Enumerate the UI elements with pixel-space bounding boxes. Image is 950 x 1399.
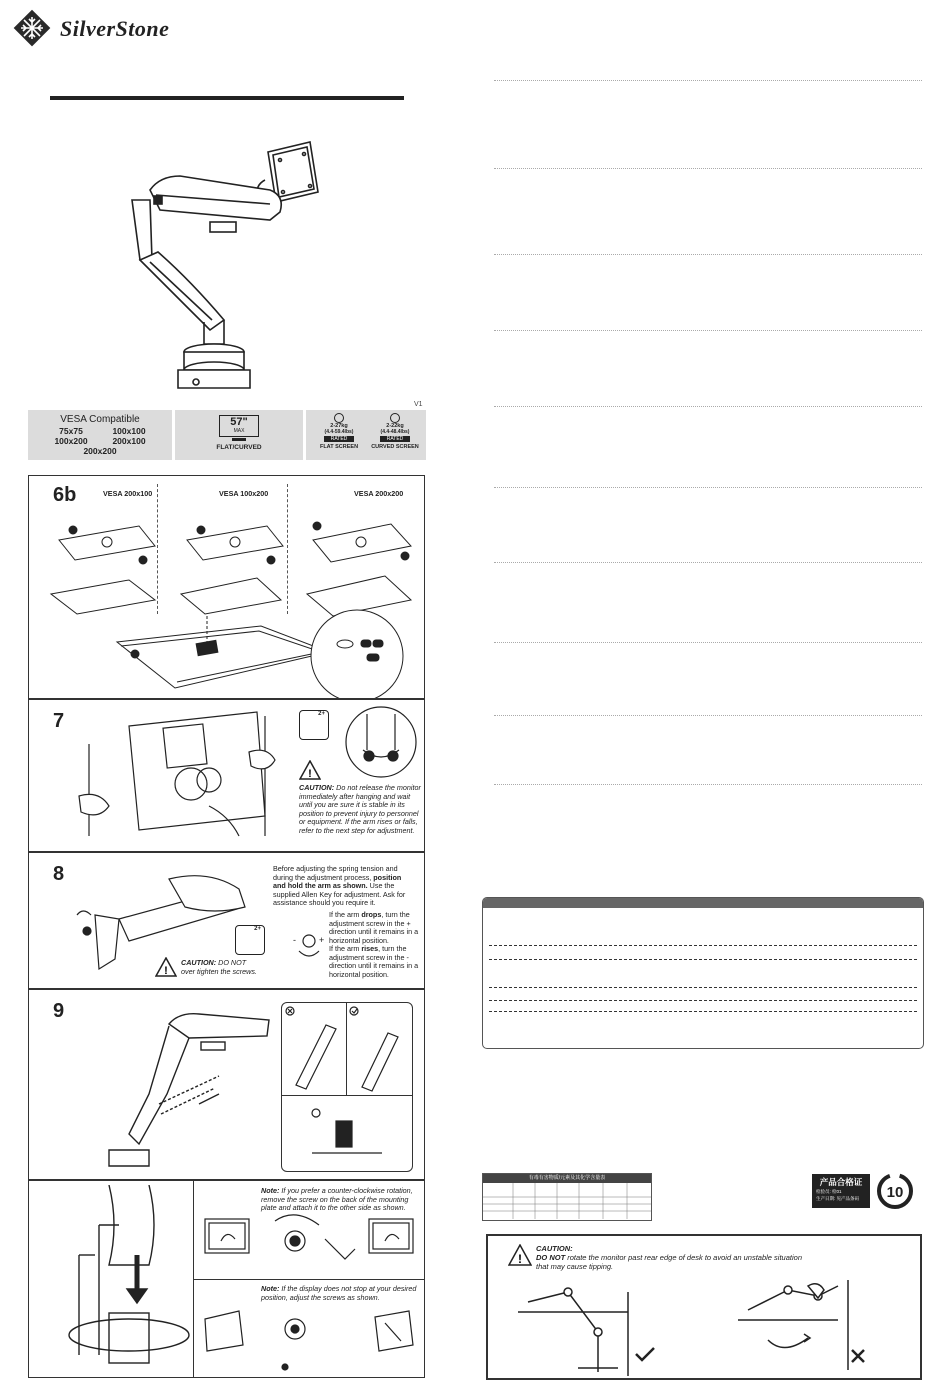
version-label: V1 [414, 401, 423, 408]
curved-weight-lbs: (4.4-48.4lbs) [380, 429, 410, 435]
two-person-icon [235, 925, 265, 955]
intro-text-2: Use the supplied Allen Key for adjustment. Ask for assistance should you require it. [273, 881, 406, 907]
check-icon [634, 1344, 656, 1364]
caution-text: DO NOT over tighten the screws. [181, 958, 257, 976]
rises-text: If the arm [329, 944, 360, 953]
step-number: 6b [53, 484, 77, 506]
note-ccw [261, 1187, 421, 1213]
detail-circle [343, 704, 419, 780]
cross-icon [850, 1348, 866, 1364]
flat-weight: 2-27kg [330, 423, 348, 429]
warning-icon [508, 1244, 532, 1266]
step-8-panel [28, 852, 425, 989]
divider [494, 784, 922, 785]
caution-label: CAUTION: [536, 1244, 573, 1253]
allen-key-illustration [49, 1185, 199, 1375]
rises-text-2: , turn the adjustment screw in the - direction until it remains in a horizontal position. [329, 944, 419, 979]
drops-text-2: , turn the adjustment screw in the + direction until it remains in a horizontal position. [329, 910, 419, 945]
quality-certificate [812, 1174, 870, 1208]
tip-caution-text [536, 1244, 806, 1271]
cable-cover-detail [282, 1003, 412, 1171]
vesa-label-b: VESA 100x200 [219, 489, 269, 498]
vesa-mount-diagrams [29, 476, 424, 698]
caution-label: CAUTION: [181, 958, 217, 967]
divider [494, 487, 922, 488]
curved-label: CURVED SCREEN [371, 444, 419, 450]
svg-text:!: ! [164, 965, 168, 977]
specification-table [482, 897, 924, 1049]
warning-icon [299, 760, 321, 780]
weight-icon [390, 413, 400, 423]
rises-bold: rises [361, 944, 379, 953]
screen-icon [219, 415, 259, 437]
svg-text:-: - [293, 935, 296, 945]
mini-table-grid [483, 1183, 651, 1219]
weight-icon [334, 413, 344, 423]
vesa-size: 100x200 [54, 436, 88, 446]
divider [494, 168, 922, 169]
cert-line: 检验员: 检01 [816, 1189, 842, 1194]
vesa-title: VESA Compatible [60, 414, 140, 425]
caution-text: rotate the monitor past rear edge of desk to avoid an unstable situation that may cause tipping. [536, 1253, 802, 1271]
detail-box [281, 1002, 413, 1172]
adjust-screw-icon [291, 929, 327, 961]
curved-weight: 2-22kg [386, 423, 404, 429]
weight-spec [306, 410, 426, 460]
vesa-spec [28, 410, 172, 460]
vesa-label-a: VESA 200x100 [103, 489, 153, 498]
hang-monitor-illustration [69, 706, 279, 846]
note-label: Note: [261, 1284, 280, 1293]
svg-text:!: ! [308, 768, 312, 780]
screen-type: FLAT/CURVED [216, 444, 262, 451]
rotation-diagrams [195, 1211, 423, 1371]
step-8-intro [273, 865, 413, 908]
title-rule [50, 96, 404, 100]
people-count: 2+ [254, 926, 261, 932]
flat-weight-group [314, 413, 364, 450]
brand-name: SilverStone [60, 16, 170, 41]
eco-period-icon [876, 1172, 914, 1210]
caution-donot: DO NOT [536, 1253, 566, 1262]
intro-bold: position and hold the arm as shown. [273, 872, 402, 890]
vesa-size: 200x200 [83, 446, 117, 456]
step-7-panel [28, 699, 425, 852]
intro-text: Before adjusting the spring tension and during the adjustment process, [273, 864, 398, 882]
caution-text: Do not release the monitor immediately after hanging and wait until you are sure it is stable in its position to prevent injury to personnel or equipment. If the arm rises or falls, refer to the next step for adjustment. [299, 783, 421, 835]
arm-rises-text [329, 945, 419, 979]
vesa-size: 100x100 [112, 426, 146, 436]
vesa-label-c: VESA 200x200 [354, 489, 404, 498]
divider [494, 642, 922, 643]
divider [494, 254, 922, 255]
step-number: 8 [53, 863, 65, 885]
flat-label: FLAT SCREEN [319, 444, 359, 450]
screen-size: 57" [230, 416, 248, 428]
monitor-arm-illustration [120, 140, 340, 400]
divider [494, 715, 922, 716]
svg-text:+: + [319, 935, 325, 945]
step-number: 7 [53, 710, 65, 732]
cable-management-illustration [89, 1004, 279, 1176]
divider [494, 330, 922, 331]
screen-size-spec [175, 410, 303, 460]
incorrect-position-illustration [728, 1280, 858, 1378]
divider [494, 406, 922, 407]
curved-rated: RATED [380, 436, 410, 442]
people-count: 2+ [318, 711, 325, 717]
step-number: 9 [53, 1000, 65, 1022]
table-header [483, 898, 923, 908]
two-person-icon [299, 710, 329, 740]
step-7-caution [299, 784, 421, 835]
cert-line: 生产日期: 见产品条码 [816, 1195, 859, 1201]
flat-weight-lbs: (4.4-59.4lbs) [324, 429, 354, 435]
vesa-size: 75x75 [59, 426, 83, 436]
snowflake-logo-icon [12, 8, 52, 48]
svg-text:!: ! [518, 1252, 522, 1266]
eco-number: 10 [886, 1184, 904, 1201]
correct-position-illustration [508, 1282, 638, 1378]
hazardous-substance-table [482, 1173, 652, 1221]
divider [494, 80, 922, 81]
warning-icon [155, 957, 177, 977]
step-6b-panel [28, 475, 425, 699]
step-8-caution [181, 959, 261, 976]
flat-rated: RATED [324, 436, 354, 442]
arm-drops-text [329, 911, 419, 945]
note-text: If the display does not stop at your desired position, adjust the screws as shown. [261, 1284, 417, 1302]
step-rotation-panel [28, 1180, 425, 1378]
tipping-caution-box [486, 1234, 922, 1380]
spec-bar [28, 410, 426, 460]
note-text: If you prefer a counter-clockwise rotation, remove the screw on the back of the mounting plate and attach it to the other side as shown. [261, 1186, 413, 1212]
vesa-size: 200x100 [112, 436, 146, 446]
drops-text: If the arm [329, 910, 360, 919]
step-9-panel [28, 989, 425, 1180]
curved-weight-group [368, 413, 422, 450]
caution-label: CAUTION: [299, 783, 335, 792]
divider [494, 562, 922, 563]
drops-bold: drops [361, 910, 382, 919]
cert-title: 产品合格证 [819, 1177, 863, 1187]
screen-max: MAX [233, 428, 245, 434]
note-label: Note: [261, 1186, 280, 1195]
mini-table-title: 有毒有害物质/元素及其化学含量表 [483, 1174, 651, 1183]
